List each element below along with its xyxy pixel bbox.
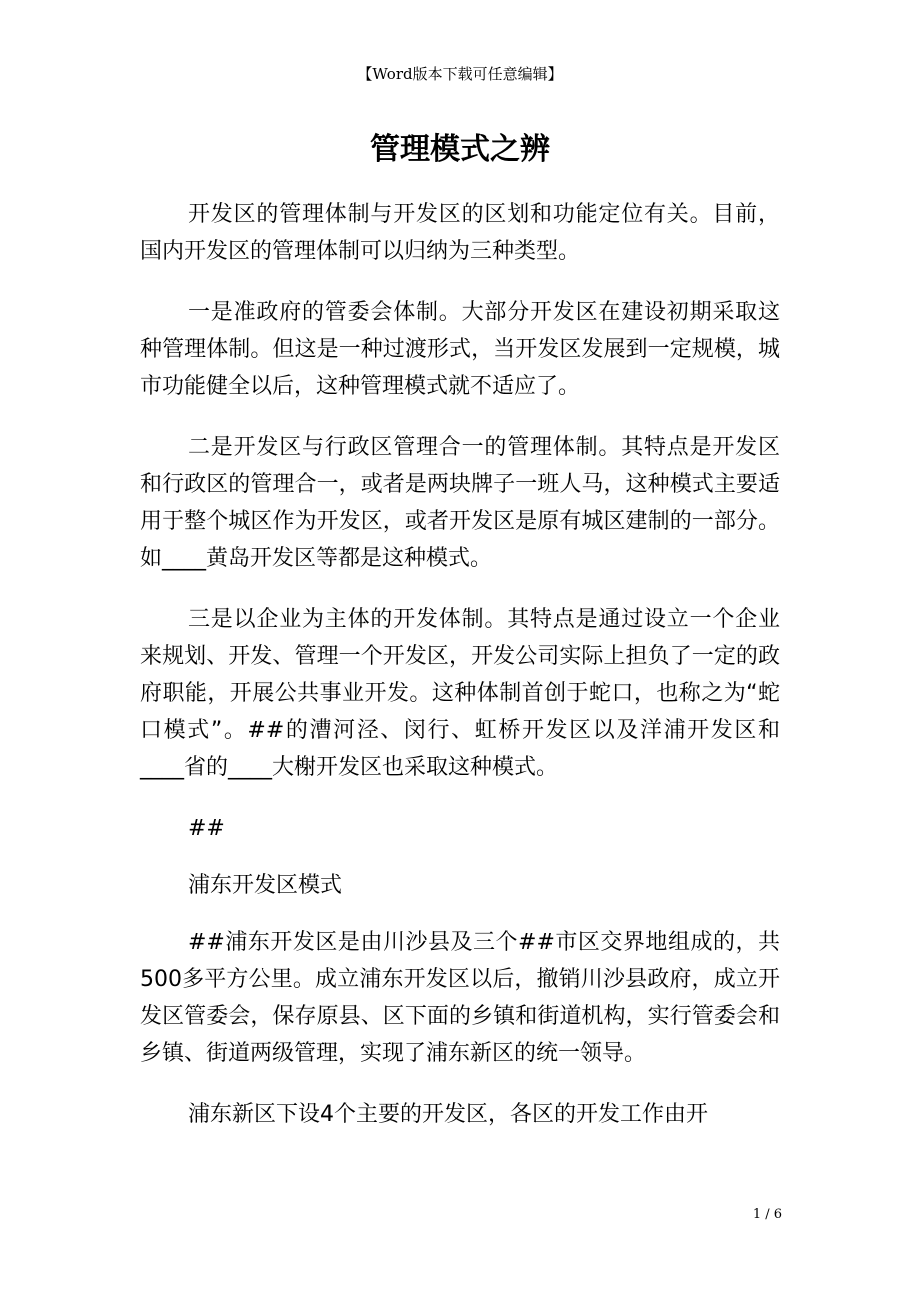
paragraph-6: ##浦东开发区是由川沙县及三个##市区交界地组成的，共500多平方公里。成立浦东开发区以后，撤销川沙县政府，成立开发区管委会，保存原县、区下面的乡镇和街道机构，实行管委会和乡镇、街道两级管理，实现了浦东新区的统一领导。 [140, 930, 780, 1066]
page-number: 1 / 6 [752, 1207, 782, 1222]
paragraph-7: 浦东新区下设4个主要的开发区，各区的开发工作由开 [188, 1102, 708, 1127]
paragraph-4: 三是以企业为主体的开发体制。其特点是通过设立一个企业来规划、开发、管理一个开发区，开发公司实际上担负了一定的政府职能，开展公共事业开发。这种体制首创于蛇口，也称之为“蛇口模式”。##的漕河泾、闵行、虹桥开发区以及洋浦开发区和____省的____大榭开发区也采取这种模式。 [140, 607, 780, 780]
section-heading: 浦东开发区模式 [188, 873, 343, 898]
paragraph-3: 二是开发区与行政区管理合一的管理体制。其特点是开发区和行政区的管理合一，或者是两块牌子一班人马，这种模式主要适用于整个城区作为开发区，或者开发区是原有城区建制的一部分。如____黄岛开发区等都是这种模式。 [140, 435, 780, 571]
document-body [140, 196, 780, 1157]
page-header: 【Word版本下载可任意编辑】 [357, 65, 563, 83]
paragraph-2: 一是准政府的管委会体制。大部分开发区在建设初期采取这种管理体制。但这是一种过渡形式，当开发区发展到一定规模，城市功能健全以后，这种管理模式就不适应了。 [140, 300, 780, 399]
paragraph-5: ## [188, 816, 225, 841]
paragraph-1: 开发区的管理体制与开发区的区划和功能定位有关。目前，国内开发区的管理体制可以归纳为三种类型。 [140, 202, 780, 264]
document-title: 管理模式之辨 [370, 132, 550, 167]
